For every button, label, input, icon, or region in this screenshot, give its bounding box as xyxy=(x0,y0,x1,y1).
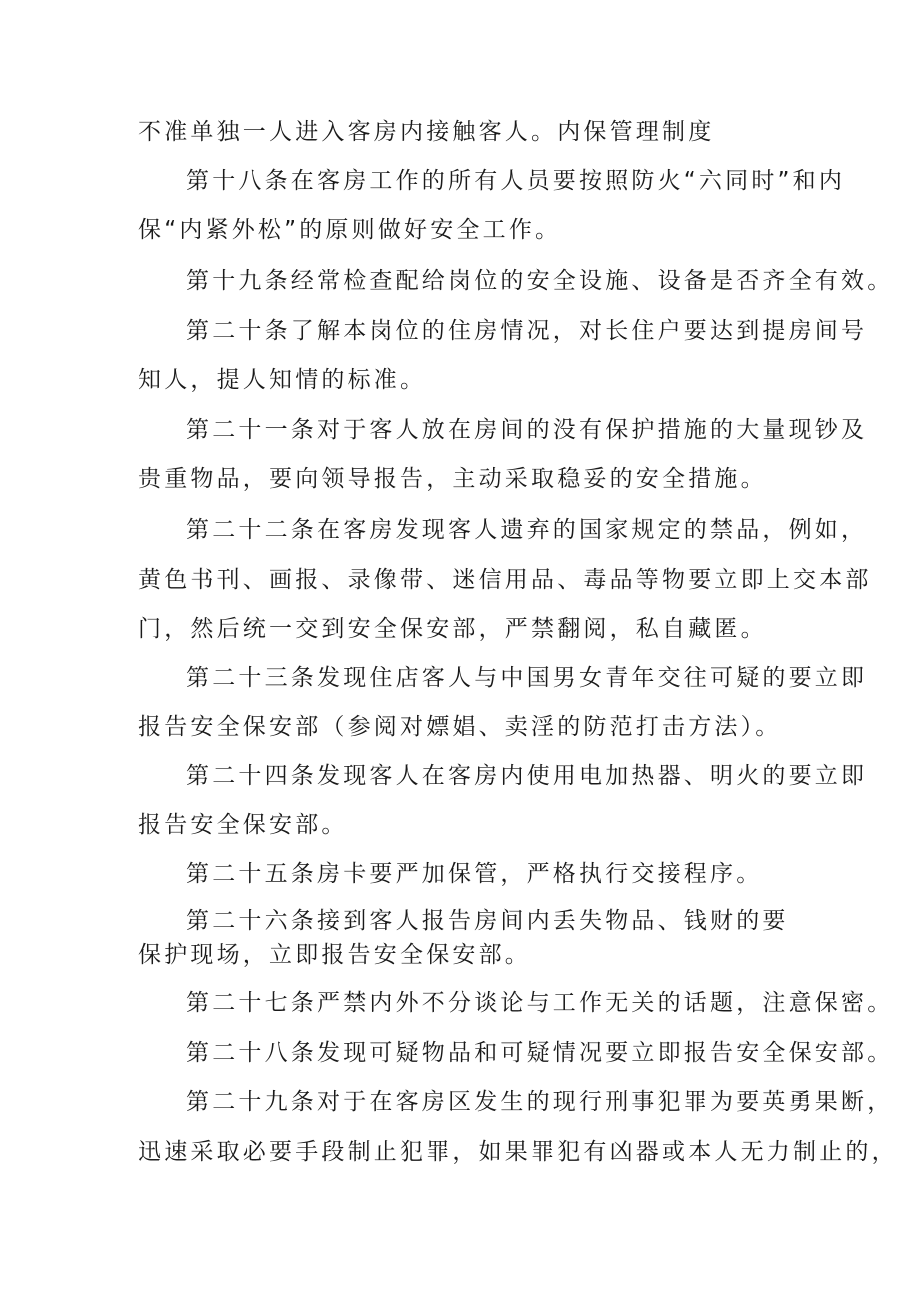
text-line: 门，然后统一交到安全保安部，严禁翻阅，私自藏匿。 xyxy=(138,616,767,642)
text-line: 第十八条在客房工作的所有人员要按照防火“六同时”和内 xyxy=(186,168,846,194)
text-line: 报告安全保安部（参阅对嫖娼、卖淫的防范打击方法）。 xyxy=(138,714,782,740)
text-line: 迅速采取必要手段制止犯罪，如果罪犯有凶器或本人无力制止的， xyxy=(138,1139,898,1165)
text-line: 第二十四条发现客人在客房内使用电加热器、明火的要立即 xyxy=(186,763,868,789)
text-line: 第二十一条对于客人放在房间的没有保护措施的大量现钞及 xyxy=(186,417,868,443)
text-line: 报告安全保安部。 xyxy=(138,812,348,838)
text-line: 第十九条经常检查配给岗位的安全设施、设备是否齐全有效。 xyxy=(186,268,894,294)
text-line: 第二十六条接到客人报告房间内丢失物品、钱财的要 xyxy=(186,908,789,934)
text-line: 第二十三条发现住店客人与中国男女青年交往可疑的要立即 xyxy=(186,665,868,691)
text-line: 第二十九条对于在客房区发生的现行刑事犯罪为要英勇果断， xyxy=(186,1089,894,1115)
text-line: 第二十五条房卡要严加保管，严格执行交接程序。 xyxy=(186,861,763,887)
text-line: 保“内紧外松”的原则做好安全工作。 xyxy=(138,217,562,243)
text-line: 第二十二条在客房发现客人遗弃的国家规定的禁品，例如， xyxy=(186,517,868,543)
text-line: 第二十条了解本岗位的住房情况，对长住户要达到提房间号 xyxy=(186,318,868,344)
text-line: 知人，提人知情的标准。 xyxy=(138,367,427,393)
text-line: 保护现场，立即报告安全保安部。 xyxy=(138,942,531,968)
text-line: 贵重物品，要向领导报告，主动采取稳妥的安全措施。 xyxy=(138,466,767,492)
text-line: 不准单独一人进入客房内接触客人。内保管理制度 xyxy=(138,119,715,145)
text-line: 第二十八条发现可疑物品和可疑情况要立即报告安全保安部。 xyxy=(186,1040,894,1066)
text-line: 第二十七条严禁内外不分谈论与工作无关的话题，注意保密。 xyxy=(186,990,894,1016)
text-line: 黄色书刊、画报、录像带、迷信用品、毒品等物要立即上交本部 xyxy=(138,567,872,593)
